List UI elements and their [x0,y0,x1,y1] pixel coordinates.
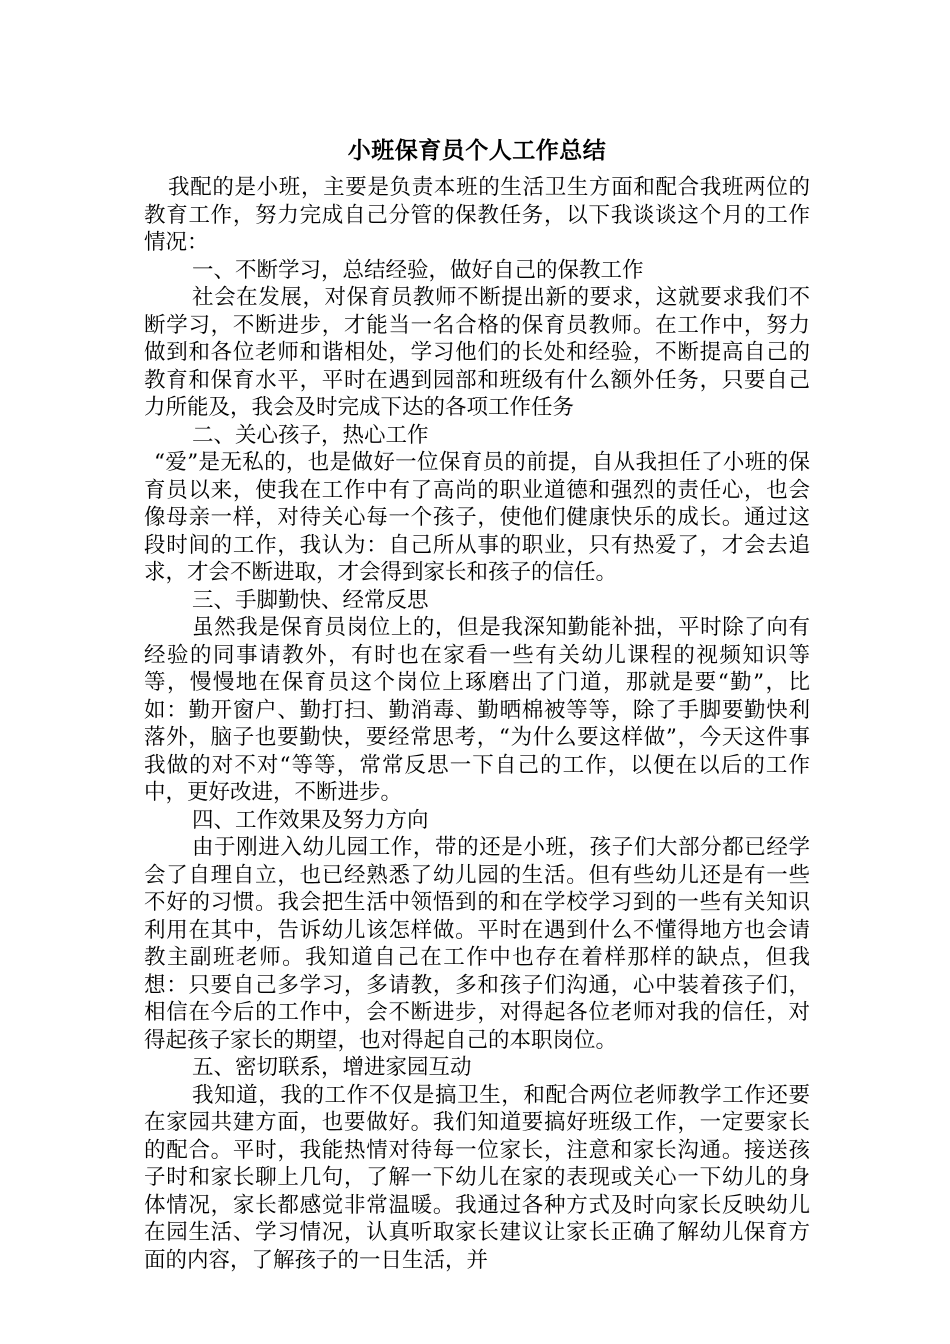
section-body-4: 由于刚进入幼儿园工作，带的还是小班，孩子们大部分都已经学会了自理自立，也已经熟悉了幼儿园的生活。但有些幼儿还是有一些不好的习惯。我会把生活中领悟到的和在学校学习到的一些有关知识利用在其中，告诉幼儿该怎样做。平时在遇到什么不懂得地方也会请教主副班老师。我知道自己在工作中也存在着样那样的缺点，但我想：只要自己多学习，多请教，多和孩子们沟通，心中装着孩子们，相信在今后的工作中，会不断进步，对得起各位老师对我的信任，对得起孩子家长的期望，也对得起自己的本职岗位。 [144,835,810,1053]
section-heading-5: 五、密切联系，增进家园互动 [192,1055,472,1080]
section-heading-2: 二、关心孩子，热心工作 [192,422,429,448]
section-body-5: 我知道，我的工作不仅是搞卫生，和配合两位老师教学工作还要在家园共建方面，也要做好。我们知道要搞好班级工作，一定要家长的配合。平时，我能热情对待每一位家长，注意和家长沟通。接送孩子时和家长聊上几句，了解一下幼儿在家的表现或关心一下幼儿的身体情况，家长都感觉非常温暖。我通过各种方式及时向家长反映幼儿在园生活、学习情况，认真听取家长建议让家长正确了解幼儿保育方面的内容，了解孩子的一日生活，并 [144,1082,810,1273]
section-heading-4: 四、工作效果及努力方向 [192,807,429,833]
section-heading-3: 三、手脚勤快、经常反思 [192,587,429,613]
section-heading-1: 一、不断学习，总结经验，做好自己的保教工作 [192,257,644,283]
section-body-1: 社会在发展，对保育员教师不断提出新的要求，这就要求我们不断学习，不断进步，才能当一名合格的保育员教师。在工作中，努力做到和各位老师和谐相处，学习他们的长处和经验，不断提高自己的教育和保育水平，平时在遇到园部和班级有什么额外任务，只要自己力所能及，我会及时完成下达的各项工作任务 [144,285,810,420]
document-page [144,128,810,1274]
document-title: 小班保育员个人工作总结 [347,138,607,164]
intro-paragraph: 我配的是小班，主要是负责本班的生活卫生方面和配合我班两位的教育工作，努力完成自己分管的保教任务，以下我谈谈这个月的工作情况： [144,175,810,255]
section-body-2: “爱”是无私的，也是做好一位保育员的前提，自从我担任了小班的保育员以来，使我在工作中有了高尚的职业道德和强烈的责任心，也会像母亲一样，对待关心每一个孩子，使他们健康快乐的成长。通过这段时间的工作，我认为：自己所从事的职业，只有热爱了，才会去追求，才会不断进取，才会得到家长和孩子的信任。 [144,450,810,585]
section-body-3: 虽然我是保育员岗位上的，但是我深知勤能补拙，平时除了向有经验的同事请教外，有时也在家看一些有关幼儿课程的视频知识等等，慢慢地在保育员这个岗位上琢磨出了门道，那就是要“勤”，比如：勤开窗户、勤打扫、勤消毒、勤晒棉被等等，除了手脚要勤快利落外，脑子也要勤快，要经常思考，“为什么要这样做”，今天这件事我做的对不对“等等，常常反思一下自己的工作，以便在以后的工作中，更好改进，不断进步。 [144,615,810,805]
